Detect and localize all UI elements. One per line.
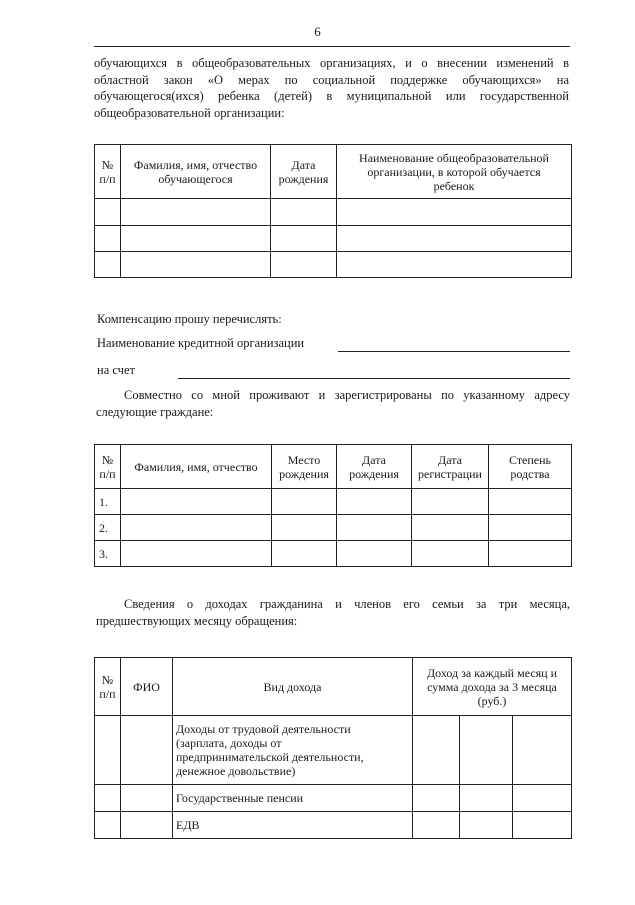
table-cell[interactable] xyxy=(460,716,513,785)
income-type-cell: ЕДВ xyxy=(173,812,413,839)
table-cell[interactable] xyxy=(413,716,460,785)
table-cell[interactable] xyxy=(337,199,572,226)
header-cell-monthly-income: Доход за каждый месяц и сумма дохода за 3 месяца (руб.) xyxy=(413,658,572,716)
table-cell[interactable] xyxy=(460,812,513,839)
table-row xyxy=(95,515,572,541)
cohabitants-line: следующие граждане: xyxy=(96,404,214,419)
table-row xyxy=(95,785,572,812)
row-number: 2. xyxy=(95,515,121,541)
table-row xyxy=(95,489,572,515)
table-row xyxy=(95,226,572,252)
header-cell-school-name: Наименование общеобразовательной организации, в которой обучается ребенок xyxy=(337,145,572,199)
intro-line: обучающихся в общеобразовательных организациях, и о внесении изменений в xyxy=(94,56,569,70)
cohabitants-table-header xyxy=(95,445,572,489)
income-line: Сведения о доходах гражданина и членов его семьи за три месяца, xyxy=(124,597,570,611)
table-cell[interactable] xyxy=(95,226,121,252)
header-cell-number: № п/п xyxy=(95,145,121,199)
table-cell[interactable] xyxy=(413,785,460,812)
account-field[interactable] xyxy=(178,378,570,379)
income-paragraph xyxy=(96,596,570,629)
table-cell[interactable] xyxy=(95,785,121,812)
table-cell[interactable] xyxy=(121,716,173,785)
table-cell[interactable] xyxy=(271,226,337,252)
table-cell[interactable] xyxy=(513,785,572,812)
table-cell[interactable] xyxy=(460,785,513,812)
table-cell[interactable] xyxy=(412,541,489,567)
header-cell-birth-date: Дата рождения xyxy=(271,145,337,199)
income-table xyxy=(94,657,572,839)
table-row xyxy=(95,199,572,226)
row-number: 1. xyxy=(95,489,121,515)
table-row xyxy=(95,541,572,567)
header-cell-student-name: Фамилия, имя, отчество обучающегося xyxy=(121,145,271,199)
intro-line: общеобразовательной организации: xyxy=(94,105,285,120)
header-cell-registration-date: Дата регистрации xyxy=(412,445,489,489)
header-cell-full-name: Фамилия, имя, отчество xyxy=(121,445,272,489)
intro-line: областной закон «О мерах по социальной поддержке обучающихся» на xyxy=(94,72,569,87)
header-rule xyxy=(94,46,570,47)
table-cell[interactable] xyxy=(489,541,572,567)
table-cell[interactable] xyxy=(121,489,272,515)
table-cell[interactable] xyxy=(121,199,271,226)
header-cell-birth-place: Место рождения xyxy=(272,445,337,489)
table-cell[interactable] xyxy=(489,489,572,515)
table-cell[interactable] xyxy=(337,252,572,278)
table-cell[interactable] xyxy=(412,489,489,515)
income-type-cell: Доходы от трудовой деятельности (зарплата, доходы от предпринимательской деятельности, денежное довольствие) xyxy=(173,716,413,785)
header-cell-number: № п/п xyxy=(95,445,121,489)
table-cell[interactable] xyxy=(121,785,173,812)
table-cell[interactable] xyxy=(121,812,173,839)
table-cell[interactable] xyxy=(272,541,337,567)
header-cell-income-type: Вид дохода xyxy=(173,658,413,716)
income-table-header xyxy=(95,658,572,716)
bank-name-field[interactable] xyxy=(338,351,570,352)
table-row xyxy=(95,252,572,278)
cohabitants-line: Совместно со мной проживают и зарегистрированы по указанному адресу xyxy=(124,388,570,402)
header-cell-relationship: Степень родства xyxy=(489,445,572,489)
table-cell[interactable] xyxy=(272,489,337,515)
cohabitants-table xyxy=(94,444,572,567)
table-cell[interactable] xyxy=(412,515,489,541)
table-cell[interactable] xyxy=(513,812,572,839)
compensation-request-label: Компенсацию прошу перечислять: xyxy=(97,312,282,326)
income-line: предшествующих месяцу обращения: xyxy=(96,613,298,628)
table-cell[interactable] xyxy=(121,541,272,567)
table-cell[interactable] xyxy=(95,199,121,226)
table-cell[interactable] xyxy=(121,252,271,278)
table-row xyxy=(95,716,572,785)
table-cell[interactable] xyxy=(121,515,272,541)
table-cell[interactable] xyxy=(121,226,271,252)
cohabitants-paragraph xyxy=(96,387,570,420)
students-table-header xyxy=(95,145,572,199)
table-cell[interactable] xyxy=(513,716,572,785)
table-cell[interactable] xyxy=(272,515,337,541)
header-cell-birth-date: Дата рождения xyxy=(337,445,412,489)
table-row xyxy=(95,812,572,839)
table-cell[interactable] xyxy=(337,226,572,252)
table-cell[interactable] xyxy=(337,515,412,541)
account-label: на счет xyxy=(97,363,135,377)
intro-paragraph xyxy=(94,55,569,121)
table-cell[interactable] xyxy=(337,489,412,515)
income-type-cell: Государственные пенсии xyxy=(173,785,413,812)
row-number: 3. xyxy=(95,541,121,567)
table-cell[interactable] xyxy=(337,541,412,567)
students-table xyxy=(94,144,572,278)
bank-name-label: Наименование кредитной организации xyxy=(97,336,305,350)
header-cell-number: № п/п xyxy=(95,658,121,716)
table-cell[interactable] xyxy=(95,812,121,839)
table-cell[interactable] xyxy=(271,252,337,278)
table-cell[interactable] xyxy=(489,515,572,541)
page-number: 6 xyxy=(314,24,321,39)
table-cell[interactable] xyxy=(95,252,121,278)
intro-line: обучающегося(ихся) ребенка (детей) в муниципальной или государственной xyxy=(94,89,569,103)
table-cell[interactable] xyxy=(271,199,337,226)
header-cell-fio: ФИО xyxy=(121,658,173,716)
table-cell[interactable] xyxy=(95,716,121,785)
table-cell[interactable] xyxy=(413,812,460,839)
